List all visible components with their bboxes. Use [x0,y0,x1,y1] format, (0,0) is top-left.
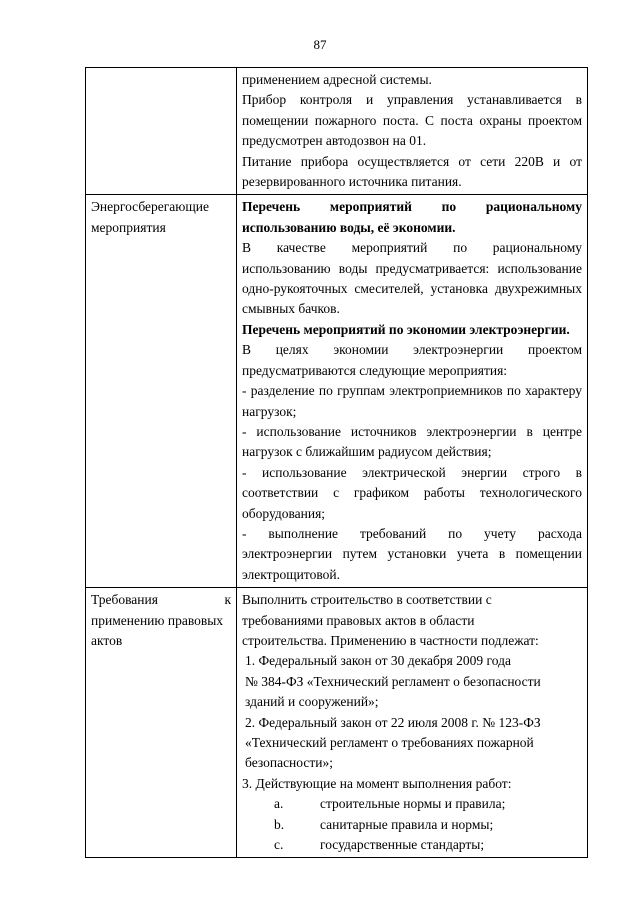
text-line: 2. Федеральный закон от 22 июля 2008 г. № 123-ФЗ [245,714,541,730]
row-label-text: Требования [91,592,158,608]
list-marker: a. [274,796,284,812]
list-item [242,835,582,855]
text-line: строительства. Применению в частности подлежат: [242,632,539,648]
list-item [242,815,582,835]
water-text: В качестве мероприятий по рациональному использованию воды предусматривается: использование одно-рукояточных смесителей, установка двухрежимных смывных бачков. [242,240,582,317]
energy-intro: В целях экономии электроэнергии проектом предусматриваются следующие мероприятия: [242,342,582,378]
row-label-text: Энергосберегающие мероприятия [91,199,209,235]
list-item: - использование электрической энергии строго в соответствии с графиком работы технологического оборудования; [242,464,582,521]
text-line: требованиями правовых актов в области [242,612,475,628]
row-label-text: применению правовых актов [91,612,224,648]
text-line: Выполнить строительство в соответствии с [242,592,492,608]
text-line: безопасности»; [245,755,333,771]
paragraph: Питание прибора осуществляется от сети 220В и от резервированного источника питания. [242,153,582,190]
legal-acts-cell [237,588,588,858]
table-row [86,588,588,858]
row-label-first-line [91,590,231,610]
page-number: 87 [313,37,327,52]
water-heading: Перечень мероприятий по рациональному использованию воды, её экономии. [242,199,582,235]
list-marker: b. [274,816,285,832]
row-label-legal [86,588,237,858]
list-item-text: государственные стандарты; [320,837,485,853]
list-item-text: санитарные правила и нормы; [320,816,494,832]
text-line: № 384-ФЗ «Технический регламент о безопасности [245,673,541,689]
table-row [86,68,588,195]
fire-alarm-cell [237,68,588,195]
paragraph: Прибор контроля и управления устанавливается в помещении пожарного поста. С поста охраны проектом предусмотрен автодозвон на 01. [242,92,582,149]
list-item: - использование источников электроэнергии в центре нагрузок с ближайшим радиусом действия; [242,423,582,460]
row-label-empty [86,68,237,195]
paragraph: применением адресной системы. [242,72,432,87]
row-label-text: к [224,592,231,608]
text-line: зданий и сооружений»; [245,694,379,710]
table-row [86,195,588,588]
list-item-text: строительные нормы и правила; [320,796,506,812]
text-line: 1. Федеральный закон от 30 декабря 2009 года [245,653,511,669]
row-label-energy [86,195,237,588]
text-line: «Технический регламент о требованиях пожарной [245,735,534,750]
list-marker: c. [274,837,284,853]
list-item [242,794,582,814]
energy-heading: Перечень мероприятий по экономии электроэнергии. [242,321,570,337]
energy-saving-cell [237,195,588,588]
list-item: - разделение по группам электроприемников по характеру нагрузок; [242,383,582,419]
requirements-table [85,67,588,858]
list-item: - выполнение требований по учету расхода электроэнергии путем установки учета в помещении электрощитовой. [242,525,582,582]
text-line: 3. Действующие на момент выполнения работ: [242,775,512,791]
